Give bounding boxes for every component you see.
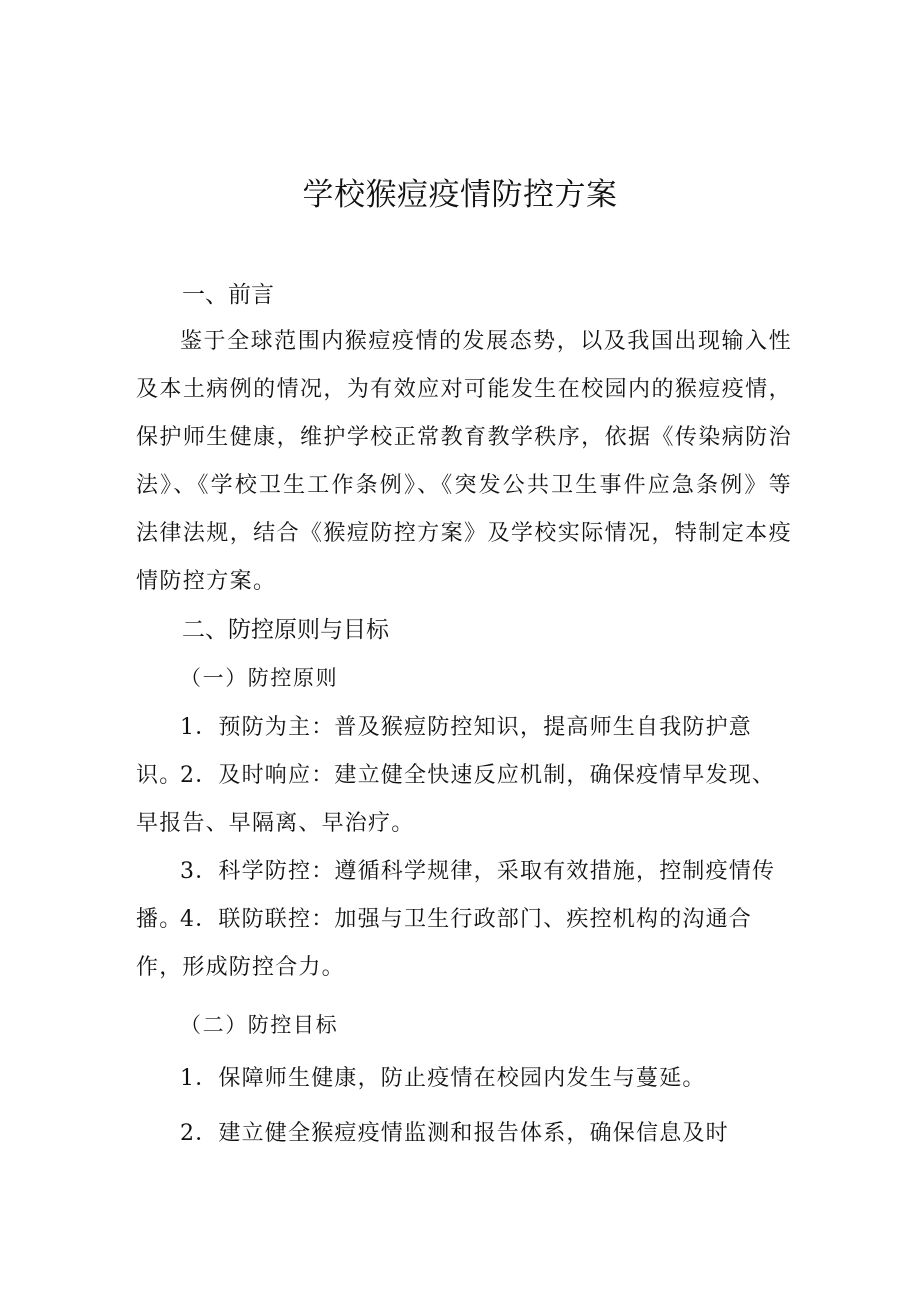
subsection-heading-goals: （二）防控目标 (180, 1013, 339, 1037)
section-heading-principles-goals: 二、防控原则与目标 (182, 617, 389, 643)
principle-item: 3．科学防控：遵循科学规律，采取有效措施，控制疫情传播。 (136, 859, 776, 932)
goal-item: 2．建立健全猴痘疫情监测和报告体系，确保信息及时 (180, 1121, 729, 1146)
goal-item: 1．保障师生健康，防止疫情在校园内发生与蔓延。 (180, 1066, 706, 1091)
principle-item: 2．及时响应：建立健全快速反应机制，确保疫情早发现、早报告、早隔离、早治疗。 (136, 763, 776, 836)
document-title: 学校猴痘疫情防控方案 (302, 177, 618, 213)
principle-item: 1．预防为主：普及猴痘防控知识，提高师生自我防护意识。 (136, 715, 752, 788)
preface-paragraph: 鉴于全球范围内猴痘疫情的发展态势，以及我国出现输入性及本土病例的情况，为有效应对可能发生在校园内的猴痘疫情，保护师生健康，维护学校正常教育教学秩序，依据《传染病防治法》、《学校卫生工作条例》、《突发公共卫生事件应急条例》等法律法规，结合《猴痘防控方案》及学校实际情况，特制定本疫情防控方案。 (136, 329, 792, 594)
principle-item: 4．联防联控：加强与卫生行政部门、疾控机构的沟通合作，形成防控合力。 (136, 907, 752, 980)
section-heading-preface: 一、前言 (182, 282, 274, 308)
subsection-heading-principles: （一）防控原则 (180, 666, 339, 690)
